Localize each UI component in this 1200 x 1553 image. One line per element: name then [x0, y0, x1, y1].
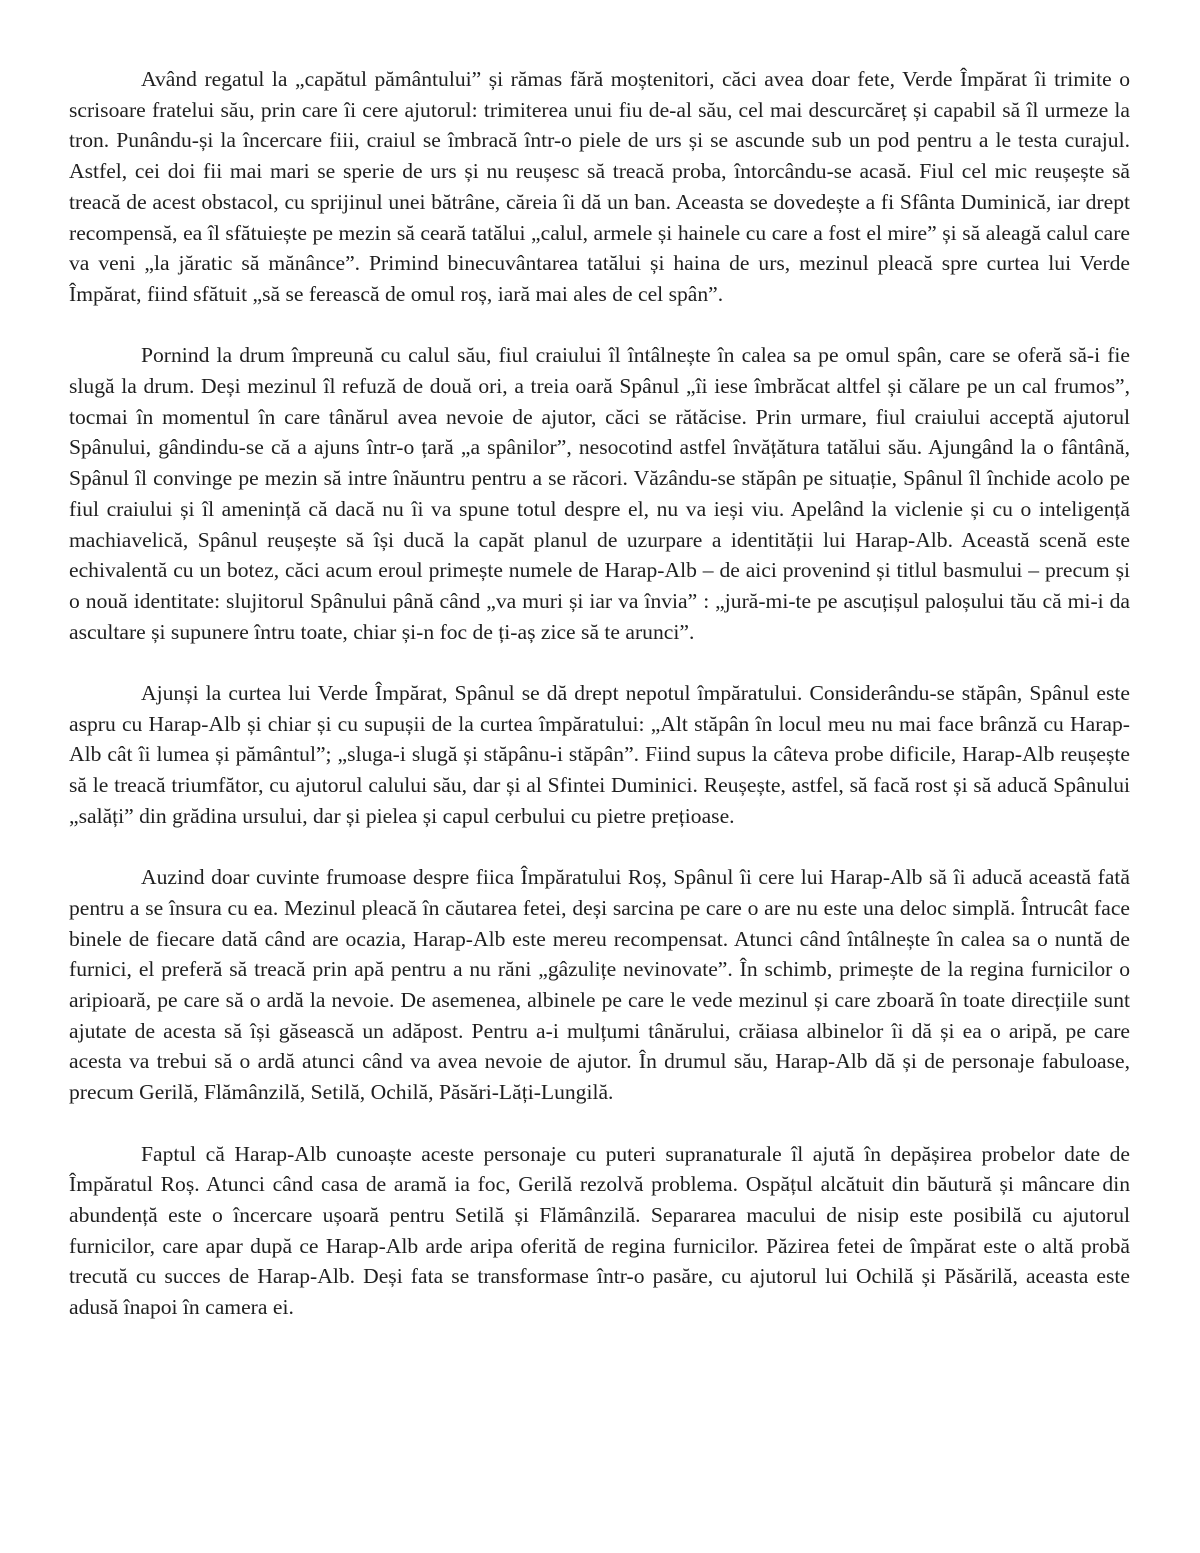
paragraph-5: Faptul că Harap-Alb cunoaște aceste personaje cu puteri supranaturale îl ajută în depășirea probelor date de Împăratul Roș. Atunci când casa de aramă ia foc, Gerilă rezolvă problema. Ospățul alcătuit din băutură și mâncare din abundență este o încercare ușoară pentru Setilă și Flămânzilă. Separarea macului de nisip este posibilă cu ajutorul furnicilor, care apar după ce Harap-Alb arde aripa oferită de regina furnicilor. Păzirea fetei de împărat este o altă probă trecută cu succes de Harap-Alb. Deși fata se transformase într-o pasăre, cu ajutorul lui Ochilă și Păsărilă, aceasta este adusă înapoi în camera ei.	[69, 1141, 1130, 1320]
paragraph-1: Având regatul la „capătul pământului” și rămas fără moștenitori, căci avea doar fete, Verde Împărat îi trimite o scrisoare fratelui său, prin care îi cere ajutorul: trimiterea unui fiu de-al său, cel mai descurcăreț și capabil să îl urmeze la tron. Punându-și la încercare fiii, craiul se îmbracă într-o piele de urs și se ascunde sub un pod pentru a le testa curajul. Astfel, cei doi fii mai mari se sperie de urs și nu reușesc să treacă proba, întorcându-se acasă. Fiul cel mic reușește să treacă de acest obstacol, cu sprijinul unei bătrâne, căreia îi dă un ban. Aceasta se dovedește a fi Sfânta Duminică, iar drept recompensă, ea îl sfătuiește pe mezin să ceară tatălui „calul, armele și hainele cu care a fost el mire” și să aleagă calul care va veni „la jăratic să mănânce”. Primind binecuvântarea tatălui și haina de urs, mezinul pleacă spre curtea lui Verde Împărat, fiind sfătuit „să se ferească de omul roș, iară mai ales de cel spân”.	[69, 67, 1130, 306]
paragraph-4: Auzind doar cuvinte frumoase despre fiica Împăratului Roș, Spânul îi cere lui Harap-Alb să îi aducă această fată pentru a se însura cu ea. Mezinul pleacă în căutarea fetei, deși sarcina pe care o are nu este una deloc simplă. Întrucât face binele de fiecare dată când are ocazia, Harap-Alb este mereu recompensat. Atunci când întâlnește în calea sa o nuntă de furnici, el preferă să treacă prin apă pentru a nu răni „gâzulițe nevinovate”. În schimb, primește de la regina furnicilor o aripioară, pe care să o ardă la nevoie. De asemenea, albinele pe care le vede mezinul și care zboară în toate direcțiile sunt ajutate de acesta să își găsească un adăpost. Pentru a-i mulțumi tânărului, crăiasa albinelor îi dă și ea o aripă, pe care acesta va trebui să o ardă atunci când va avea nevoie de ajutor. În drumul său, Harap-Alb dă și de personaje fabuloase, precum Gerilă, Flămânzilă, Setilă, Ochilă, Păsări-Lăți-Lungilă.	[69, 865, 1130, 1105]
paragraph-3: Ajunși la curtea lui Verde Împărat, Spânul se dă drept nepotul împăratului. Considerându-se stăpân, Spânul este aspru cu Harap-Alb și chiar și cu supușii de la curtea împăratului: „Alt stăpân în locul meu nu mai face brânză cu Harap-Alb cât îi lumea și pământul”; „sluga-i slugă și stăpânu-i stăpân”. Fiind supus la câteva probe dificile, Harap-Alb reușește să le treacă triumfător, cu ajutorul calului său, dar și al Sfintei Duminici. Reușește, astfel, să facă rost și să aducă Spânului „salăți” din grădina ursului, dar și pielea și capul cerbului cu pietre prețioase.	[69, 681, 1130, 828]
document-page	[69, 64, 1130, 1323]
paragraph-2: Pornind la drum împreună cu calul său, fiul craiului îl întâlnește în calea sa pe omul spân, care se oferă să-i fie slugă la drum. Deși mezinul îl refuză de două ori, a treia oară Spânul „îi iese îmbrăcat altfel și călare pe un cal frumos”, tocmai în momentul în care tânărul avea nevoie de ajutor, căci se rătăcise. Prin urmare, fiul craiului acceptă ajutorul Spânului, gândindu-se că a ajuns într-o țară „a spânilor”, nesocotind astfel învățătura tatălui său. Ajungând la o fântână, Spânul îl convinge pe mezin să intre înăuntru pentru a se răcori. Văzându-se stăpân pe situație, Spânul îl închide acolo pe fiul craiului și îl amenință că dacă nu îi va spune totul despre el, nu va ieși viu. Apelând la viclenie și cu o inteligență machiavelică, Spânul reușește să își ducă la capăt planul de uzurpare a identității lui Harap-Alb. Această scenă este echivalentă cu un botez, căci acum eroul primește numele de Harap-Alb – de aici provenind și titlul basmului – precum și o nouă identitate: slujitorul Spânului până când „va muri și iar va învia” : „jură-mi-te pe ascuțișul paloșului tău că mi-i da ascultare și supunere întru toate, chiar și-n foc de ți-aș zice să te arunci”.	[69, 343, 1130, 644]
